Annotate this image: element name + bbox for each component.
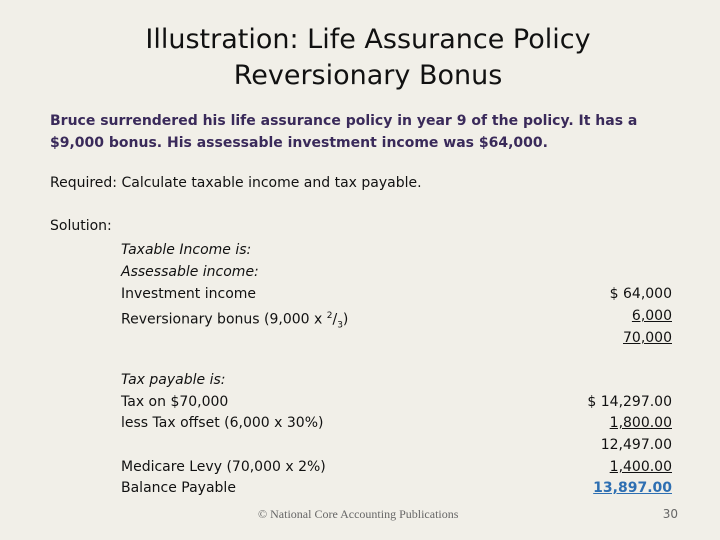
tax-subtotal-value: 12,497.00 xyxy=(600,437,672,453)
reversionary-bonus-value: 6,000 xyxy=(631,308,672,324)
reversionary-bonus-label: Reversionary bonus (9,000 x $^2/_3$) xyxy=(121,311,349,331)
title-line-1: Illustration: Life Assurance Policy xyxy=(145,24,591,55)
tax-offset-value: 1,800.00 xyxy=(609,415,672,431)
assessable-income-subheading: Assessable income: xyxy=(121,264,259,280)
solution-label: Solution: xyxy=(50,218,112,234)
investment-income-label: Investment income xyxy=(121,286,257,302)
slide-title xyxy=(0,22,720,94)
tax-payable-heading: Tax payable is: xyxy=(121,372,226,388)
investment-income-value: $ 64,000 xyxy=(609,286,672,302)
taxable-income-total: 70,000 xyxy=(623,330,672,346)
problem-statement: Bruce surrendered his life assurance policy in year 9 of the policy. It has a $9,000 bonus. His assessable investment income was $64,000. xyxy=(50,113,638,151)
page-number: 30 xyxy=(662,507,678,521)
medicare-levy-label: Medicare Levy (70,000 x 2%) xyxy=(121,459,326,475)
tax-on-value: $ 14,297.00 xyxy=(587,394,672,410)
medicare-levy-value: 1,400.00 xyxy=(609,459,672,475)
taxable-income-heading: Taxable Income is: xyxy=(121,242,252,258)
required-text: Required: Calculate taxable income and tax payable. xyxy=(50,175,422,191)
copyright-footer: © National Core Accounting Publications xyxy=(258,507,459,521)
tax-on-label: Tax on $70,000 xyxy=(121,394,229,410)
tax-offset-label: less Tax offset (6,000 x 30%) xyxy=(121,415,324,431)
balance-payable-label: Balance Payable xyxy=(121,480,236,496)
balance-payable-value: 13,897.00 xyxy=(593,480,672,496)
title-line-2: Reversionary Bonus xyxy=(233,60,503,91)
